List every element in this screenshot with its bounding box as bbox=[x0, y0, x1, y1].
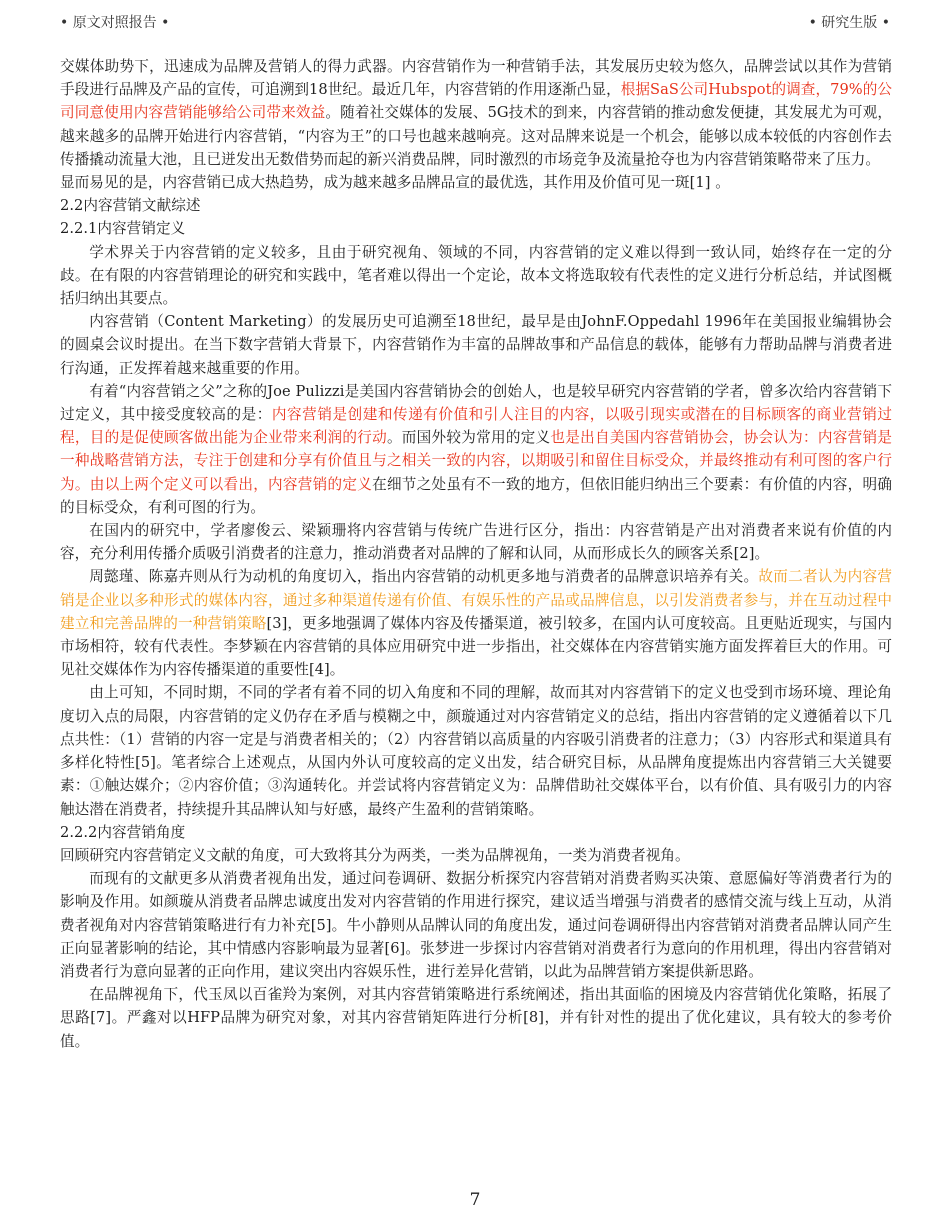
body-paragraph bbox=[60, 380, 892, 519]
highlight-text-orange: 故而二者认为内容营销是企业以多种形式的媒体内容，通过多种渠道传递有价值、有娱乐性的产品或品牌信息，以引发消费者参与，并在互动过程中建立和完善品牌的一种营销策略 bbox=[60, 568, 892, 632]
body-text: 2.2.2内容营销角度 bbox=[60, 823, 186, 841]
body-text: 2.2.1内容营销定义 bbox=[60, 220, 186, 238]
body-text: 回顾研究内容营销定义文献的角度，可大致将其分为两类，一类为品牌视角，一类为消费者视角。 bbox=[60, 846, 690, 864]
body-paragraph bbox=[60, 519, 892, 565]
body-paragraph bbox=[60, 217, 892, 240]
highlight-text-red: 根据SaS公司Hubspot的调查，79%的公司同意使用内容营销能够给公司带来效益 bbox=[60, 81, 892, 122]
highlight-text-red: 也是出自美国内容营销协会，协会认为：内容营销是一种战略营销方法，专注于创建和分享有价值且与之相关一致的内容，以期吸引和留住目标受众，并最终推动有利可图的客户行为。由以上两个定义可以看出，内容营销的定义 bbox=[60, 429, 892, 493]
header-right-label: • 研究生版 • bbox=[808, 15, 890, 31]
body-text: 学术界关于内容营销的定义较多，且由于研究视角、领域的不同，内容营销的定义难以得到一致认同，始终存在一定的分歧。在有限的内容营销理论的研究和实践中，笔者难以得出一个定论，故本文将选取较有代表性的定义进行分析总结，并试图概括归纳出其要点。 bbox=[60, 243, 892, 308]
body-paragraph bbox=[60, 310, 892, 380]
body-paragraph bbox=[60, 983, 892, 1053]
report-body bbox=[60, 55, 892, 1053]
body-paragraph bbox=[60, 844, 892, 867]
body-text: 内容营销（Content Marketing）的发展历史可追溯至18世纪，最早是由JohnF.Oppedahl 1996年在美国报业编辑协会的圆桌会议时提出。在当下数字营销大背景下，内容营销作为丰富的品牌故事和产品信息的载体，能够有力帮助品牌与消费者进行沟通，正发挥着越来越重要的作用。 bbox=[60, 313, 892, 377]
body-text: [3]，更多地强调了媒体内容及传播渠道，被引较多，在国内认可度较高。且更贴近现实，与国内市场相符，较有代表性。李梦颖在内容营销的具体应用研究中进一步指出，社交媒体在内容营销实施方面发挥着巨大的作用。可见社交媒体作为内容传播渠道的重要性[4]。 bbox=[60, 614, 892, 679]
body-text: 周懿瑾、陈嘉卉则从行为动机的角度切入，指出内容营销的动机更多地与消费者的品牌意识培养有关。 bbox=[89, 568, 759, 586]
body-text: 2.2内容营销文献综述 bbox=[60, 197, 201, 215]
body-text: 在细节之处虽有不一致的地方，但依旧能归纳出三个要素：有价值的内容，明确的目标受众，有利可图的行为。 bbox=[60, 475, 892, 516]
body-text: 。而国外较为常用的定义 bbox=[386, 429, 551, 447]
page-number: 7 bbox=[469, 1190, 481, 1210]
body-paragraph bbox=[60, 821, 892, 844]
highlight-text-red: 内容营销是创建和传递有价值和引人注目的内容，以吸引现实或潜在的目标顾客的商业营销过程，目的是促使顾客做出能为企业带来利润的行动 bbox=[60, 406, 892, 447]
body-paragraph bbox=[60, 241, 892, 311]
header-left-label: • 原文对照报告 • bbox=[60, 15, 170, 31]
body-text: 有着“内容营销之父”之称的Joe Pulizzi是美国内容营销协会的创始人，也是较早研究内容营销的学者，曾多次给内容营销下过定义，其中接受度较高的是： bbox=[60, 382, 892, 424]
page-header bbox=[60, 12, 890, 30]
body-paragraph bbox=[60, 171, 892, 194]
body-text: 交媒体助势下，迅速成为品牌及营销人的得力武器。内容营销作为一种营销手法，其发展历史较为悠久，品牌尝试以其作为营销手段进行品牌及产品的宣传，可追溯到18世纪。最近几年，内容营销的作用逐渐凸显， bbox=[60, 58, 892, 99]
body-text: 。随着社交媒体的发展、5G技术的到来，内容营销的推动愈发便捷，其发展尤为可观，越来越多的品牌开始进行内容营销，“内容为王”的口号也越来越响亮。这对品牌来说是一个机会，能够以成本较低的内容创作去传播撬动流量大池，且已迸发出无数借势而起的新兴消费品牌，同时激烈的市场竞争及流量抢夺也为内容营销策略带来了压力。 bbox=[60, 104, 892, 168]
body-text: 显而易见的是，内容营销已成大热趋势，成为越来越多品牌品宣的最优选，其作用及价值可见一斑[1] 。 bbox=[60, 174, 730, 192]
body-paragraph bbox=[60, 194, 892, 217]
body-paragraph bbox=[60, 565, 892, 681]
body-text: 在品牌视角下，代玉凤以百雀羚为案例，对其内容营销策略进行系统阐述，指出其面临的困境及内容营销优化策略，拓展了思路[7]。严鑫对以HFP品牌为研究对象，对其内容营销矩阵进行分析[8]，并有针对性的提出了优化建议，具有较大的参考价值。 bbox=[60, 986, 892, 1050]
body-paragraph bbox=[60, 55, 892, 171]
body-text: 在国内的研究中，学者廖俊云、梁颖珊将内容营销与传统广告进行区分，指出：内容营销是产出对消费者来说有价值的内容，充分利用传播介质吸引消费者的注意力，推动消费者对品牌的了解和认同，从而形成长久的顾客关系[2]。 bbox=[60, 522, 892, 563]
body-text: 而现有的文献更多从消费者视角出发，通过问卷调研、数据分析探究内容营销对消费者购买决策、意愿偏好等消费者行为的影响及作用。如颜璇从消费者品牌忠诚度出发对内容营销的作用进行探究，建议适当增强与消费者的感情交流与线上互动，从消费者视角对内容营销策略进行有力补充[5]。牛小静则从品牌认同的角度出发，通过问卷调研得出内容营销对消费者品牌认同产生正向显著影响的结论，其中情感内容影响最为显著[6]。张梦进一步探讨内容营销对消费者行为意向的作用机理，得出内容营销对消费者行为意向显著的正向作用，建议突出内容娱乐性，进行差异化营销，以此为品牌营销方案提供新思路。 bbox=[60, 870, 892, 980]
body-text: 由上可知，不同时期，不同的学者有着不同的切入角度和不同的理解，故而其对内容营销下的定义也受到市场环境、理论角度切入点的局限，内容营销的定义仍存在矛盾与模糊之中，颜璇通过对内容营销定义的总结，指出内容营销的定义遵循着以下几点共性：（1）营销的内容一定是与消费者相关的；（2）内容营销以高质量的内容吸引消费者的注意力；（3）内容形式和渠道具有多样化特性[5]。笔者综合上述观点，从国内外认可度较高的定义出发，结合研究目标，从品牌角度提炼出内容营销三大关键要素：①触达媒介；②内容价值；③沟通转化。并尝试将内容营销定义为：品牌借助社交媒体平台，以有价值、具有吸引力的内容触达潜在消费者，持续提升其品牌认知与好感，最终产生盈利的营销策略。 bbox=[60, 684, 892, 818]
body-paragraph bbox=[60, 867, 892, 983]
body-paragraph bbox=[60, 681, 892, 820]
